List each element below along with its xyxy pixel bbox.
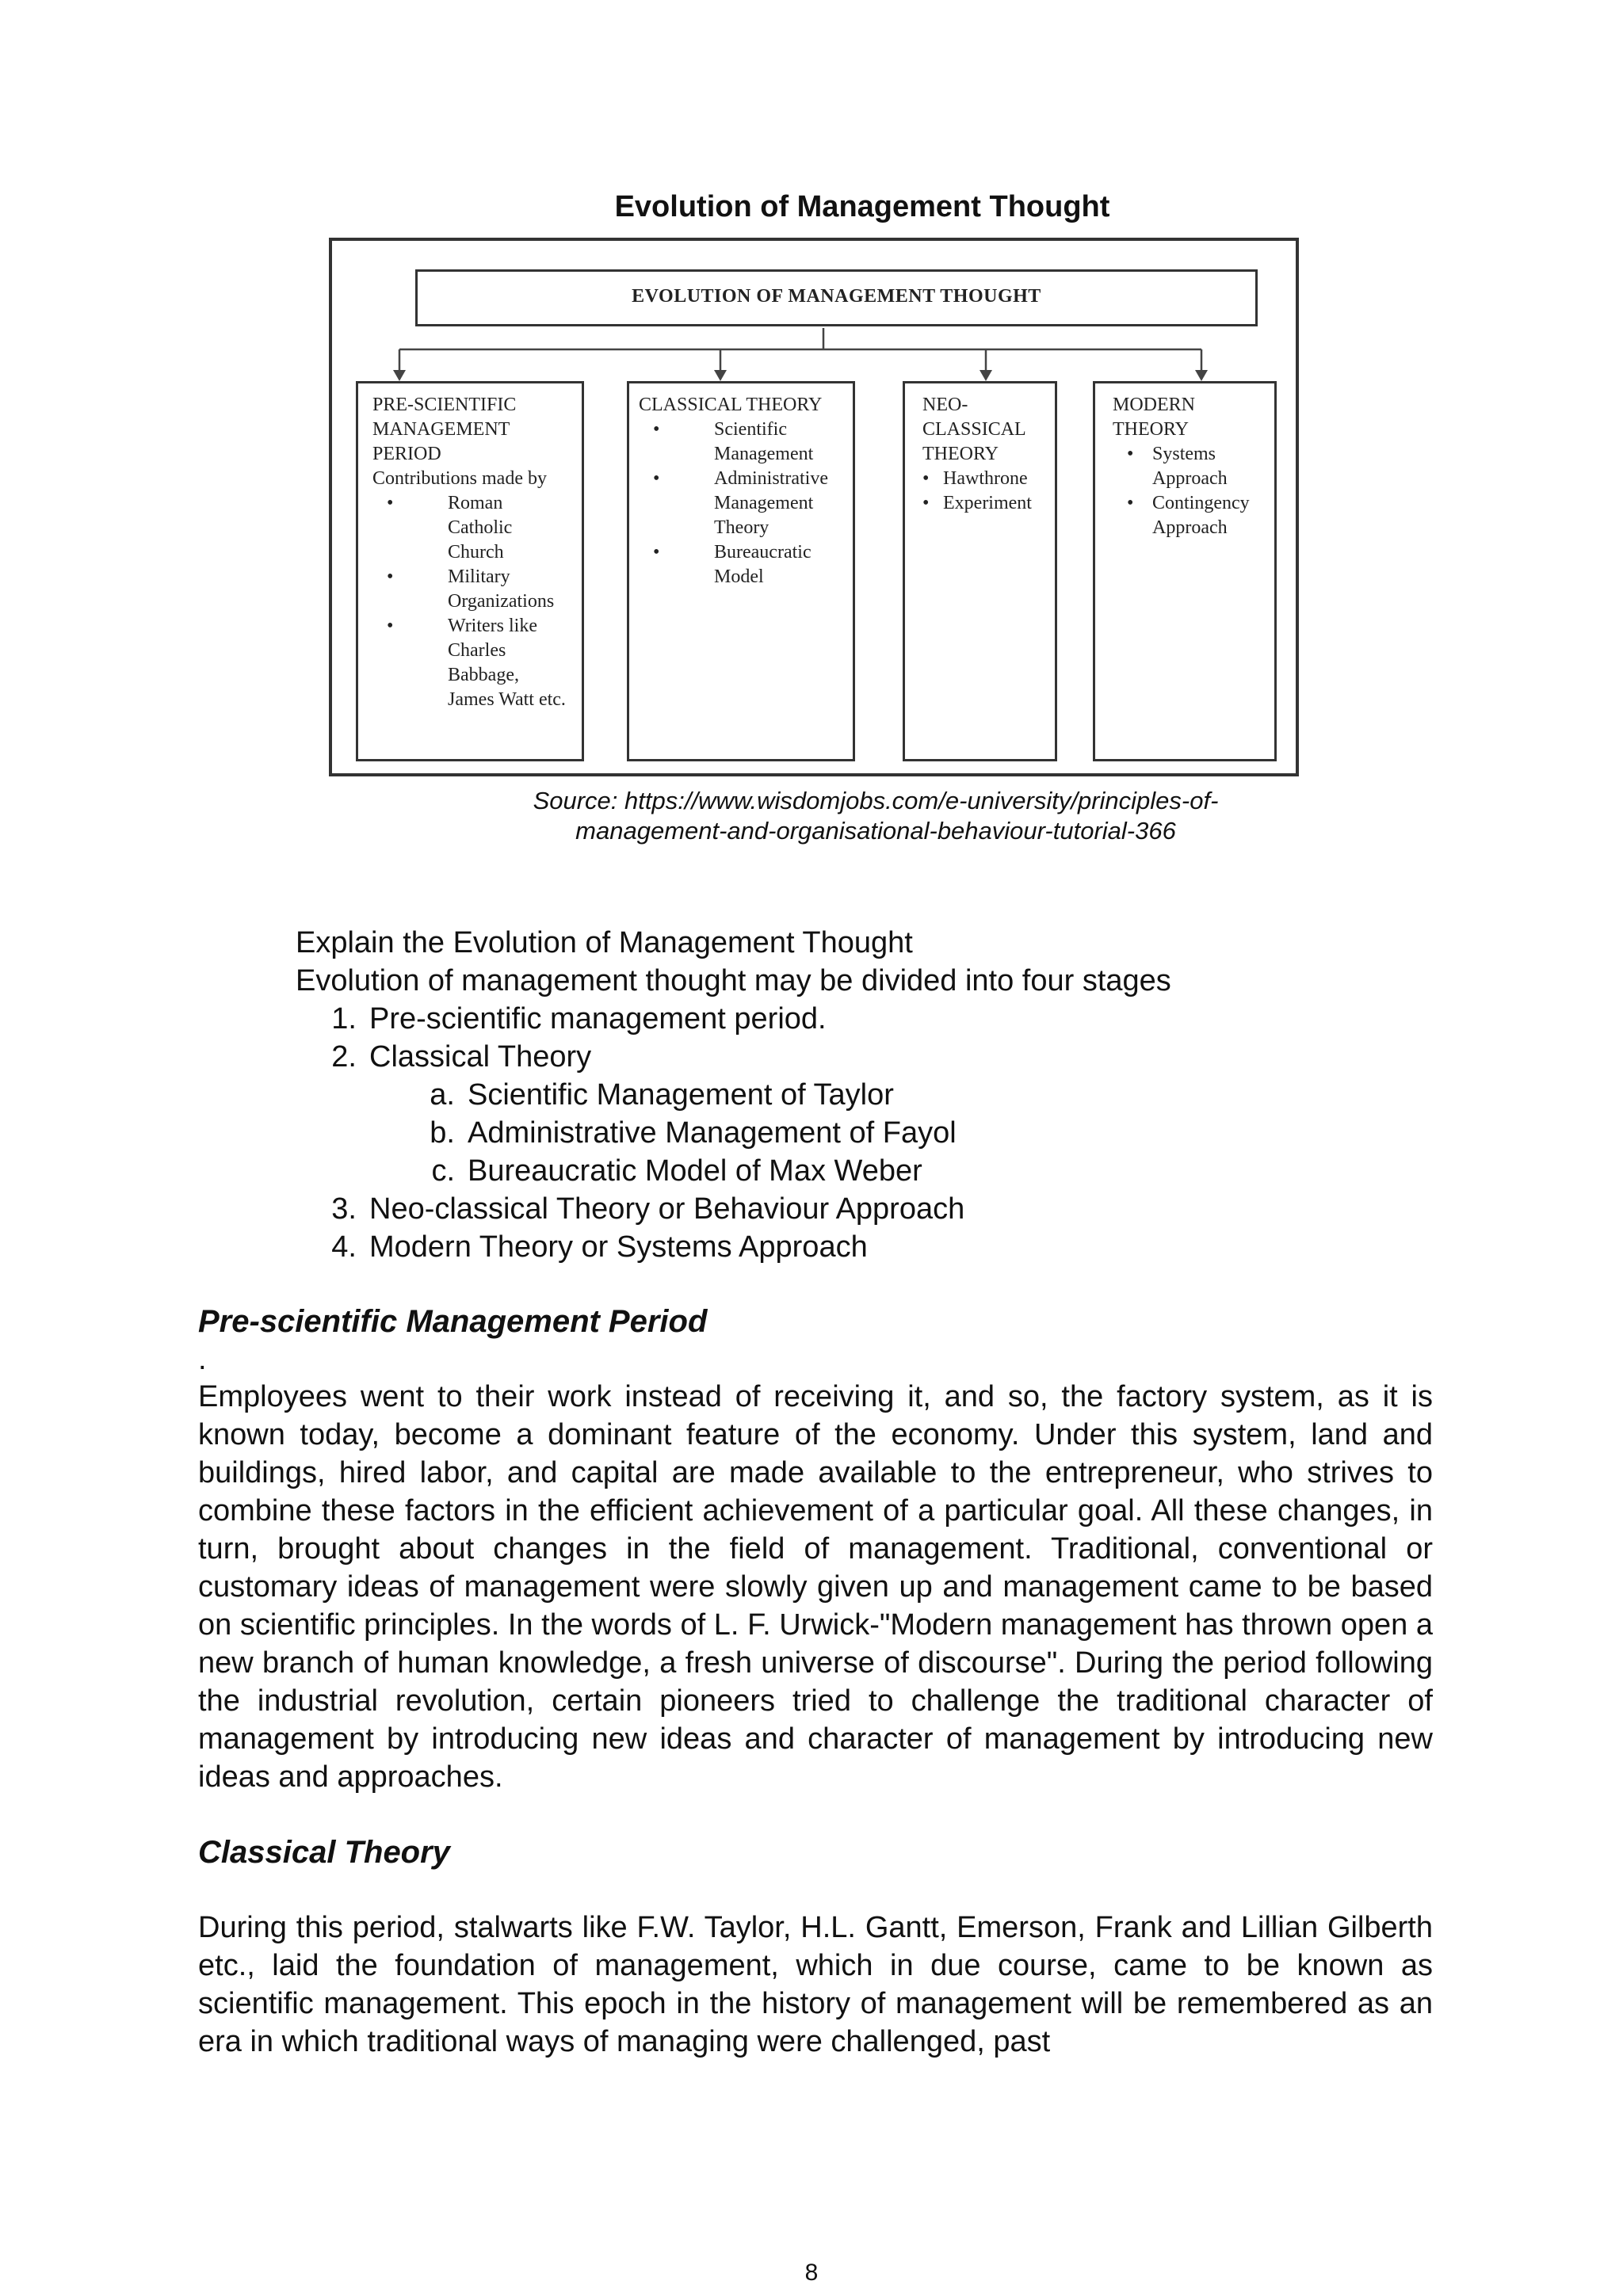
source-line: Source: https://www.wisdomjobs.com/e-university/principles-of- <box>533 787 1219 814</box>
list-item: 3. Neo-classical Theory or Behaviour Approach <box>331 1192 965 1226</box>
box-item: • Scientific Management <box>639 418 841 467</box>
list-item: 2. Classical Theory <box>331 1040 592 1074</box>
section-heading: Classical Theory <box>198 1835 450 1870</box>
box-heading-line: CLASSICAL THEORY <box>639 395 823 415</box>
box-item: • Military Organizations <box>372 565 567 614</box>
intro-question: Explain the Evolution of Management Thought <box>296 926 913 959</box>
box-item: • Writers like Charles Babbage, James Watt etc. <box>372 614 567 712</box>
intro-statement: Evolution of management thought may be divided into four stages <box>296 964 1171 997</box>
box-heading-line: CLASSICAL <box>922 419 1026 440</box>
box-item: • Hawthrone <box>922 467 1057 491</box>
source-line: management-and-organisational-behaviour-tutorial-366 <box>575 817 1176 845</box>
modern-theory-box <box>1093 381 1277 761</box>
section-paragraph: During this period, stalwarts like F.W. Taylor, H.L. Gantt, Emerson, Frank and Lillian Gilberth etc., laid the foundation of management, which in due course, came to be known as scientific management. This epoch in the history of management will be remembered as an era in which traditional ways of managing were challenged, past <box>198 1911 1433 2058</box>
page-number: 8 <box>804 2260 819 2286</box>
box-heading-line: PRE-SCIENTIFIC <box>372 395 517 415</box>
box-heading-line: PERIOD <box>372 444 441 464</box>
section-heading: Pre-scientific Management Period <box>198 1304 708 1339</box>
section-paragraph: Employees went to their work instead of receiving it, and so, the factory system, as it is known today, become a dominant feature of the economy. Under this system, land and buildings, hired labor, and capital are made available to the entrepreneur, who strives to combine these factors in the efficient achievement of a particular goal. All these changes, in turn, brought about changes in the field of management. Traditional, conventional or customary ideas of management were slowly given up and management came to be based on scientific principles. In the words of L. F. Urwick-"Modern management has thrown open a new branch of human knowledge, a fresh universe of discourse". During the period following the industrial revolution, certain pioneers tried to challenge the traditional character of management by introducing new ideas and character of management by introducing new ideas and approaches. <box>198 1380 1433 1794</box>
box-heading-line: THEORY <box>922 444 999 464</box>
box-heading-line: THEORY <box>1113 419 1189 440</box>
box-item: • Contingency Approach <box>1113 491 1275 540</box>
stray-dot: . <box>198 1343 207 1376</box>
main-title-box <box>415 269 1258 326</box>
box-item: • Administrative Management Theory <box>639 467 841 540</box>
box-heading-line: NEO- <box>922 395 968 415</box>
figure-source <box>444 786 1308 846</box>
box-item: • Experiment <box>922 491 1057 516</box>
evolution-diagram <box>329 238 1299 776</box>
box-heading-line: Contributions made by <box>372 468 547 489</box>
classical-theory-box <box>627 381 855 761</box>
figure-title: Evolution of Management Thought <box>614 190 1110 223</box>
box-item: • Bureaucratic Model <box>639 540 841 589</box>
box-item: • Roman Catholic Church <box>372 491 567 565</box>
box-item: • Systems Approach <box>1113 442 1275 491</box>
sub-list-item: b. Administrative Management of Fayol <box>430 1116 957 1150</box>
sub-list-item: c. Bureaucratic Model of Max Weber <box>431 1154 922 1188</box>
box-heading-line: MANAGEMENT <box>372 419 510 440</box>
list-item: 4. Modern Theory or Systems Approach <box>331 1230 868 1264</box>
list-item: 1. Pre-scientific management period. <box>331 1002 827 1035</box>
sub-list-item: a. Scientific Management of Taylor <box>430 1078 894 1112</box>
pre-scientific-box <box>356 381 584 761</box>
neo-classical-box <box>903 381 1057 761</box>
box-heading-line: MODERN <box>1113 395 1196 415</box>
main-box-title: EVOLUTION OF MANAGEMENT THOUGHT <box>632 286 1041 307</box>
